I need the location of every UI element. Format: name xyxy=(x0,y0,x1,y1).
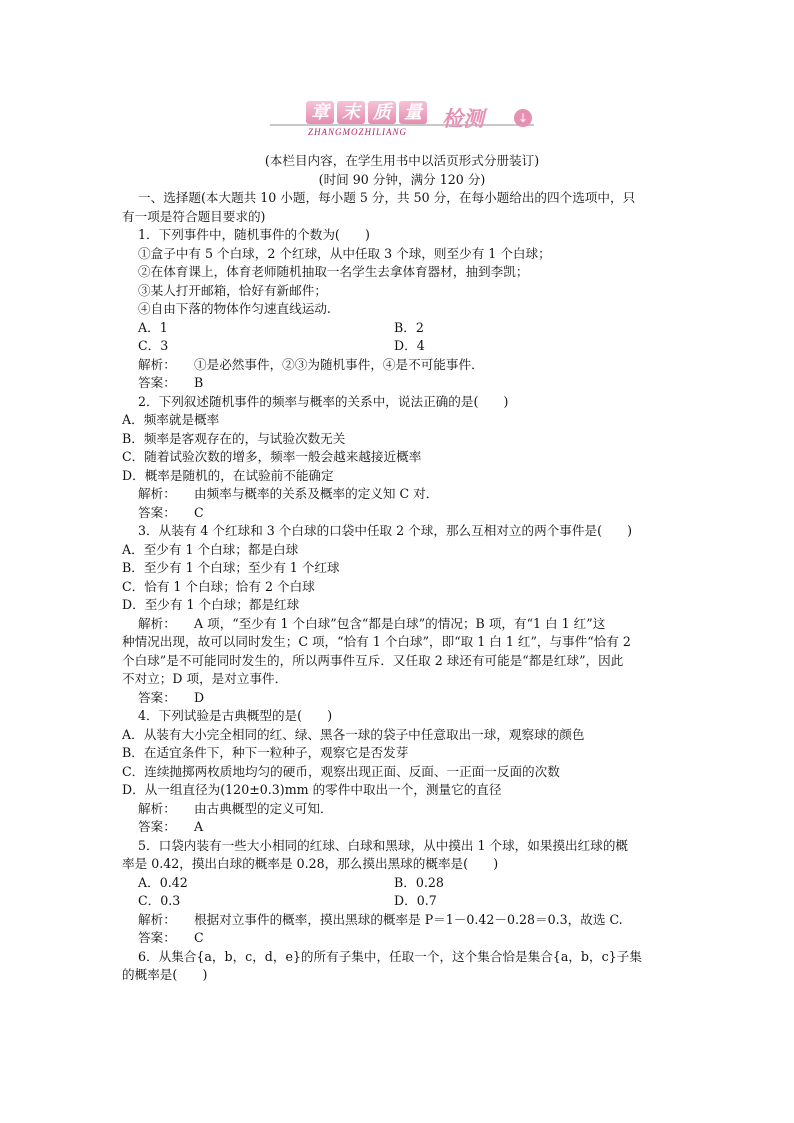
solution xyxy=(122,356,682,375)
answer-label: 答案： xyxy=(138,819,176,834)
solution-label: 解析： xyxy=(138,800,176,816)
banner-tile: 章 xyxy=(306,101,334,124)
answer-label: 答案： xyxy=(138,930,176,945)
question-stem: 2．下列叙述随机事件的频率与概率的关系中，说法正确的是( ) xyxy=(138,393,509,409)
solution-text: 个白球”是不可能同时发生的，所以两事件互斥．又任取 2 球还有可能是“都是红球”，因此 xyxy=(122,652,624,668)
option: A．至少有 1 个白球；都是白球 xyxy=(122,541,299,557)
list-item: ③某人打开邮箱，恰好有新邮件； xyxy=(138,282,327,298)
answer xyxy=(122,374,682,393)
answer-value: A xyxy=(194,819,204,834)
download-arrow-icon: ↓ xyxy=(514,109,532,127)
option: C．0.3 xyxy=(138,893,181,908)
solution-text: 种情况出现，故可以同时发生；C 项，“恰有 1 个白球”，即“取 1 白 1 红”，与事件“恰有 2 xyxy=(122,634,631,649)
option: A．1 xyxy=(138,319,168,335)
answer xyxy=(122,929,682,948)
solution-text: 由古典概型的定义可知． xyxy=(194,800,333,816)
option: B．频率是客观存在的，与试验次数无关 xyxy=(122,430,346,446)
question-stem: 5．口袋内装有一些大小相同的红球、白球和黑球，从中摸出 1 个球，如果摸出红球的概 xyxy=(138,837,629,853)
solution-text: 不对立；D 项，是对立事件． xyxy=(122,671,288,686)
option: C．连续抛掷两枚质地均匀的硬币，观察出现正面、反面、一正面一反面的次数 xyxy=(122,763,560,779)
solution-label: 解析： xyxy=(138,486,176,501)
section-title: 一、选择题(本大题共 10 小题，每小题 5 分，共 50 分，在每小题给出的四个选项中，只 xyxy=(138,190,636,205)
option: D．概率是随机的，在试验前不能确定 xyxy=(122,467,334,483)
answer xyxy=(122,504,682,523)
answer xyxy=(122,689,682,708)
options-grid xyxy=(122,319,682,356)
option: A．从装有大小完全相同的红、绿、黑各一球的袋子中任意取出一球，观察球的颜色 xyxy=(122,726,585,742)
option: D．0.7 xyxy=(394,893,437,908)
solution xyxy=(122,615,682,634)
banner-tile: 末 xyxy=(337,101,365,124)
question-stem: 3．从装有 4 个红球和 3 个白球的口袋中任取 2 个球，那么互相对立的两个事件是( ) xyxy=(138,523,633,538)
answer-value: D xyxy=(194,689,205,705)
solution xyxy=(122,911,682,930)
solution-text: A 项，“至少有 1 个白球”包含“都是白球”的情况；B 项，有“1 白 1 红”这 xyxy=(194,615,606,631)
option: C．随着试验次数的增多，频率一般会越来越接近概率 xyxy=(122,449,422,464)
option: A．0.42 xyxy=(138,874,188,890)
solution-label: 解析： xyxy=(138,911,176,927)
solution xyxy=(122,485,682,504)
banner-title: 检测 xyxy=(442,107,484,131)
answer-label: 答案： xyxy=(138,504,176,520)
question-stem: 1．下列事件中，随机事件的个数为( ) xyxy=(138,227,370,242)
question-stem-cont: 的概率是( ) xyxy=(122,967,208,982)
banner-tiles xyxy=(306,101,427,124)
answer-label: 答案： xyxy=(138,689,176,705)
option: B．2 xyxy=(394,319,424,335)
option: C．恰有 1 个白球；恰有 2 个白球 xyxy=(122,578,315,594)
answer-value: B xyxy=(194,375,204,390)
option: D．从一组直径为(120±0.3)mm 的零件中取出一个，测量它的直径 xyxy=(122,782,502,797)
option: D．4 xyxy=(394,338,425,353)
time-limit: (时间 90 分钟，满分 120 分) xyxy=(318,171,486,187)
banner-tile: 质 xyxy=(368,101,396,124)
page-content xyxy=(122,152,682,985)
answer xyxy=(122,818,682,837)
list-item: ④自由下落的物体作匀速直线运动. xyxy=(138,301,331,316)
banner-tile: 量 xyxy=(399,101,427,124)
answer-value: C xyxy=(194,930,204,945)
solution-text: 由频率与概率的关系及概率的定义知 C 对． xyxy=(194,486,439,501)
option: C．3 xyxy=(138,338,169,353)
banner-rule xyxy=(270,124,534,126)
question-stem: 6．从集合{a，b，c，d，e}的所有子集中，任取一个，这个集合恰是集合{a，b，c}子集 xyxy=(138,948,642,964)
solution-text: 根据对立事件的概率，摸出黑球的概率是 P＝1－0.42－0.28＝0.3，故选 C. xyxy=(194,911,623,927)
solution-label: 解析： xyxy=(138,356,176,372)
list-item: ①盒子中有 5 个白球，2 个红球，从中任取 3 个球，则至少有 1 个白球； xyxy=(138,245,551,261)
answer-value: C xyxy=(194,504,204,520)
answer-label: 答案： xyxy=(138,375,176,390)
question-stem-cont: 率是 0.42，摸出白球的概率是 0.28，那么摸出黑球的概率是( ) xyxy=(122,856,499,871)
section-banner xyxy=(270,97,534,145)
solution xyxy=(122,800,682,819)
option: D．至少有 1 个白球；都是红球 xyxy=(122,597,300,612)
option: B．至少有 1 个白球；至少有 1 个红球 xyxy=(122,560,340,575)
solution-text: ①是必然事件，②③为随机事件，④是不可能事件． xyxy=(194,356,484,372)
list-item: ②在体育课上，体育老师随机抽取一名学生去拿体育器材，抽到李凯； xyxy=(138,264,529,279)
solution-label: 解析： xyxy=(138,615,176,631)
option: A．频率就是概率 xyxy=(122,412,220,427)
binding-note: (本栏目内容，在学生用书中以活页形式分册装订) xyxy=(264,153,540,168)
option: B．在适宜条件下，种下一粒种子，观察它是否发芽 xyxy=(122,745,409,760)
banner-pinyin: ZHANGMOZHILIANG xyxy=(308,127,408,137)
options-grid xyxy=(122,874,682,911)
question-stem: 4．下列试验是古典概型的是( ) xyxy=(138,708,333,723)
option: B．0.28 xyxy=(394,874,444,890)
section-title-cont: 有一项是符合题目要求的) xyxy=(122,208,266,224)
